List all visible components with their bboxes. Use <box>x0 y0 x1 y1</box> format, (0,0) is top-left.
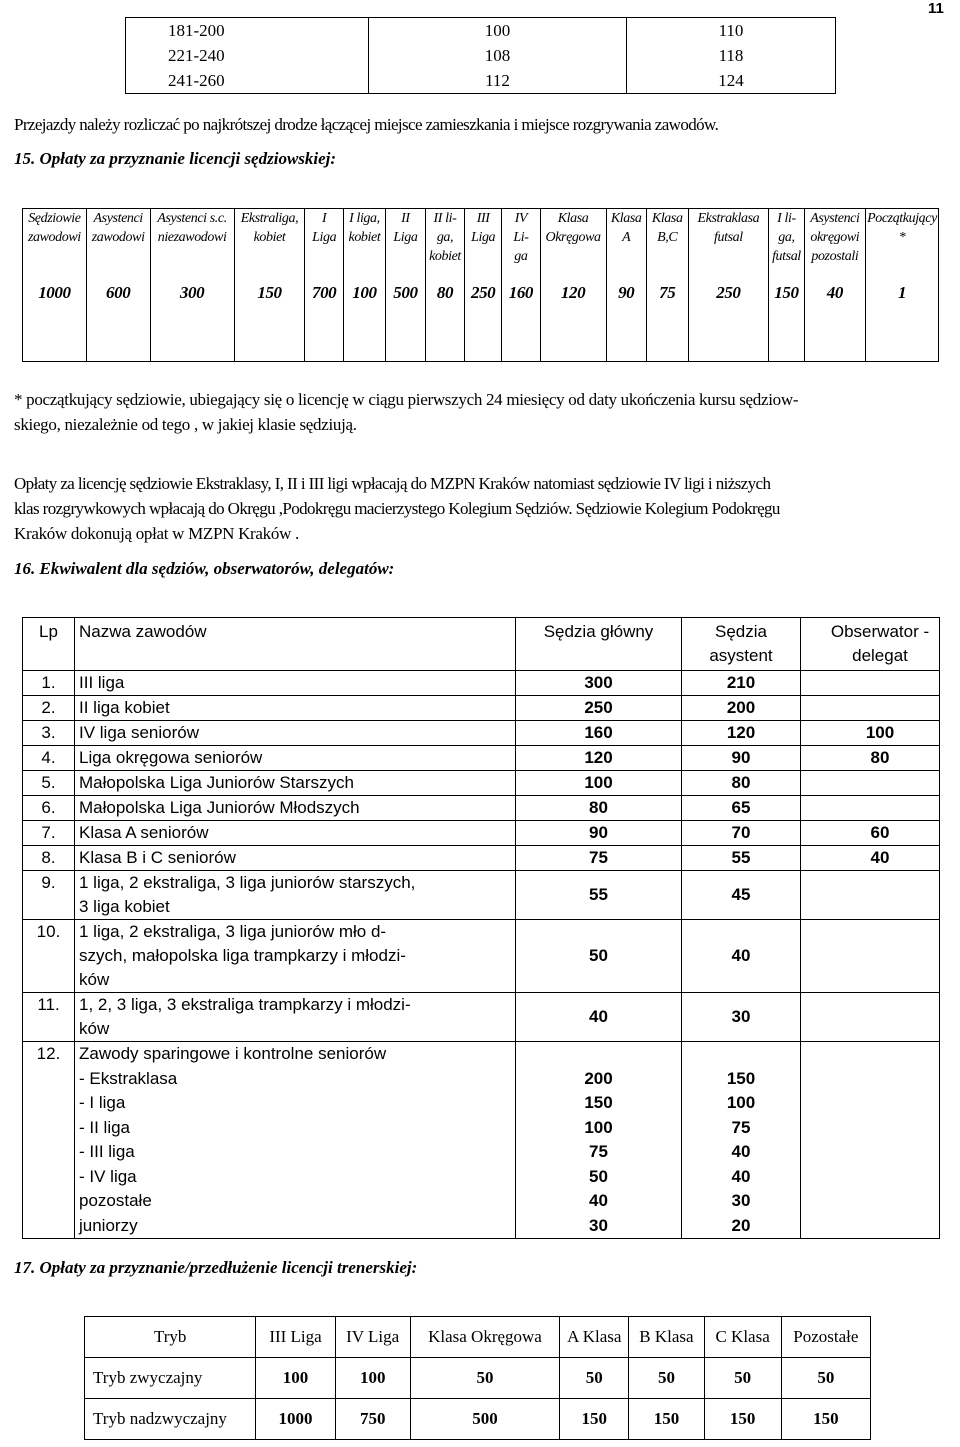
row-assistant-value: 90 <box>682 746 801 771</box>
trainer-fee-value: 50 <box>560 1358 629 1399</box>
license-header-line: Ekstraliga, <box>240 211 299 226</box>
row-name: IV liga seniorów <box>75 721 516 746</box>
trainer-mode-label: Tryb zwyczajny <box>85 1358 256 1399</box>
row-name: III liga <box>75 671 516 696</box>
trainer-header-cell: III Liga <box>256 1317 335 1358</box>
table-row <box>23 846 940 871</box>
row-assistant-value: 210 <box>682 671 801 696</box>
row-main-value: 50 <box>516 920 682 993</box>
trainer-fee-value: 1000 <box>256 1399 335 1440</box>
row-assistant-line: 150 <box>726 1068 756 1088</box>
row-lp: 3. <box>23 721 75 746</box>
license-header-line: Liga <box>393 230 418 245</box>
row-lp: 7. <box>23 821 75 846</box>
license-header-line: zawodowi <box>27 230 81 245</box>
rate-value: 100 <box>369 18 627 44</box>
distance-range: 181-200 <box>126 18 369 44</box>
header-lp: Lp <box>23 618 75 671</box>
license-header-line: Klasa <box>651 211 683 226</box>
trainer-fee-value: 150 <box>560 1399 629 1440</box>
license-header-line: * <box>898 230 906 245</box>
row-main-value: 55 <box>516 871 682 920</box>
row-main-value: 40 <box>516 993 682 1042</box>
trainer-fee-value: 50 <box>781 1358 870 1399</box>
payment-info-line-1: Opłaty za licencję sędziowie Ekstraklasy, I, II i III ligi wpłacają do MZPN Kraków natomiast sędziowie IV ligi i niższych <box>14 474 771 493</box>
header-assistant-line1: Sędzia <box>715 622 767 641</box>
row-main-value: 120 <box>516 746 682 771</box>
rate-value: 110 <box>718 21 744 40</box>
license-header-line: Klasa <box>557 211 589 226</box>
license-fee-value: 150 <box>234 275 305 362</box>
license-fee-value: 75 <box>646 275 688 362</box>
trainer-header-cell: A Klasa <box>560 1317 629 1358</box>
row-name-line: - Ekstraklasa <box>79 1068 178 1088</box>
license-header-line: Asystenci <box>810 211 860 226</box>
row-main-value: 75 <box>516 846 682 871</box>
footnote-line-2: skiego, niezależnie od tego , w jakiej klasie sędziują. <box>14 415 357 434</box>
row-name-line: juniorzy <box>79 1215 138 1235</box>
license-header-line: Początkujący <box>867 211 937 226</box>
license-fee-value: 90 <box>606 275 646 362</box>
row-assistant-line: 40 <box>731 1142 751 1161</box>
license-header-line: I liga, <box>349 211 380 226</box>
license-fee-value: 160 <box>502 275 540 362</box>
license-header-line: I li- <box>777 211 796 226</box>
row-observer-value <box>801 1042 940 1239</box>
rate-value: 118 <box>718 46 744 65</box>
table-row <box>126 18 836 44</box>
row-main-line: 150 <box>584 1093 613 1112</box>
row-observer-value <box>801 871 940 920</box>
row-main-value: 250 <box>516 696 682 721</box>
license-header-cell <box>540 209 606 276</box>
trainer-fee-value: 50 <box>629 1358 704 1399</box>
row-name <box>75 993 516 1042</box>
license-header-cell <box>150 209 234 276</box>
license-header-cell <box>769 209 804 276</box>
trainer-fee-value: 150 <box>704 1399 781 1440</box>
row-assistant-value: 70 <box>682 821 801 846</box>
table-header-row <box>85 1317 871 1358</box>
table-row <box>85 1358 871 1399</box>
row-assistant-value: 55 <box>682 846 801 871</box>
header-observer-line2: delegat <box>852 646 908 665</box>
license-header-line: Klasa <box>610 211 642 226</box>
row-observer-value <box>801 671 940 696</box>
trainer-header-cell: IV Liga <box>335 1317 410 1358</box>
trainer-header-cell: Klasa Okręgowa <box>410 1317 559 1358</box>
license-header-line: kobiet <box>348 230 381 245</box>
license-header-line: okręgowi <box>810 230 860 245</box>
row-name-line: - I liga <box>79 1093 126 1112</box>
license-header-cell <box>234 209 305 276</box>
travel-note: Przejazdy należy rozliczać po najkrótszej drodze łączącej miejsce zamieszkania i miejsce rozgrywania zawodów. <box>14 115 719 134</box>
license-fee-table <box>22 208 939 362</box>
license-header-line: IV <box>514 211 528 226</box>
row-observer-value: 80 <box>801 746 940 771</box>
table-row <box>126 68 836 94</box>
license-fee-value: 100 <box>343 275 385 362</box>
row-assistant-value: 120 <box>682 721 801 746</box>
row-observer-value <box>801 796 940 821</box>
license-header-line: Ekstraklasa <box>697 211 760 226</box>
trainer-header-cell: C Klasa <box>704 1317 781 1358</box>
license-header-line: Li- <box>513 230 529 245</box>
row-name: Małopolska Liga Juniorów Młodszych <box>75 796 516 821</box>
row-observer-value <box>801 771 940 796</box>
header-assistant <box>682 618 801 671</box>
row-name: Klasa A seniorów <box>75 821 516 846</box>
trainer-fee-value: 150 <box>629 1399 704 1440</box>
row-name-line: 1 liga, 2 ekstraliga, 3 liga juniorów starszych, <box>79 873 416 892</box>
trainer-fee-value: 100 <box>335 1358 410 1399</box>
table-row <box>23 721 940 746</box>
table-row <box>85 1399 871 1440</box>
trainer-fee-value: 100 <box>256 1358 335 1399</box>
table-header-row <box>23 618 940 671</box>
license-header-line: ga <box>514 249 528 264</box>
license-header-line: Sędziowie <box>28 211 81 226</box>
row-lp: 1. <box>23 671 75 696</box>
table-row <box>23 993 940 1042</box>
header-main-referee: Sędzia główny <box>516 618 682 671</box>
license-header-line: futsal <box>714 230 743 245</box>
license-fee-value: 80 <box>425 275 464 362</box>
license-fee-value: 250 <box>465 275 502 362</box>
license-fee-value: 150 <box>769 275 804 362</box>
row-main-value: 100 <box>516 771 682 796</box>
license-header-line: II <box>401 211 410 226</box>
distance-range: 221-240 <box>126 43 369 68</box>
section-15-title: 15. Opłaty za przyznanie licencji sędziowskiej: <box>14 149 337 168</box>
license-header-line: ga, <box>436 230 454 245</box>
table-row <box>23 920 940 993</box>
trainer-license-table <box>84 1316 871 1440</box>
license-fee-value: 250 <box>688 275 769 362</box>
license-fee-value: 1 <box>866 275 939 362</box>
license-fee-value: 1000 <box>23 275 87 362</box>
trainer-fee-value: 150 <box>781 1399 870 1440</box>
license-header-cell <box>688 209 769 276</box>
row-observer-value: 40 <box>801 846 940 871</box>
row-observer-value <box>801 993 940 1042</box>
distance-range: 241-260 <box>126 68 369 94</box>
row-lp: 6. <box>23 796 75 821</box>
row-assistant-line: 40 <box>731 1166 751 1186</box>
row-main-value: 90 <box>516 821 682 846</box>
row-assistant-line: 20 <box>731 1215 751 1235</box>
row-name: Małopolska Liga Juniorów Starszych <box>75 771 516 796</box>
license-fee-value: 120 <box>540 275 606 362</box>
referee-equivalent-table <box>22 617 940 1239</box>
row-assistant-line: 100 <box>726 1093 756 1112</box>
license-fee-value: 700 <box>305 275 343 362</box>
license-header-cell <box>385 209 425 276</box>
row-assistant-value: 40 <box>682 920 801 993</box>
license-header-line: I <box>322 211 327 226</box>
row-assistant-value: 80 <box>682 771 801 796</box>
license-header-line: A <box>622 230 631 245</box>
license-header-line: futsal <box>772 249 801 264</box>
license-header-line: pozostali <box>811 249 859 264</box>
license-fee-value: 600 <box>86 275 150 362</box>
license-fee-value: 40 <box>804 275 865 362</box>
row-assistant-value: 45 <box>682 871 801 920</box>
row-lp: 5. <box>23 771 75 796</box>
row-name-line: - III liga <box>79 1142 135 1161</box>
license-header-line: III <box>476 211 490 226</box>
row-name <box>75 1042 516 1239</box>
license-header-line: kobiet <box>253 230 286 245</box>
header-name: Nazwa zawodów <box>75 618 516 671</box>
table-row <box>23 696 940 721</box>
section-16-title: 16. Ekwiwalent dla sędziów, obserwatorów, delegatów: <box>14 559 395 578</box>
section-17-title: 17. Opłaty za przyznanie/przedłużenie licencji trenerskiej: <box>14 1258 418 1277</box>
row-lp: 8. <box>23 846 75 871</box>
table-row <box>23 1042 940 1239</box>
license-header-line: Asystenci s.c. <box>157 211 227 226</box>
table-row <box>23 871 940 920</box>
row-main-line: 30 <box>589 1215 608 1235</box>
rate-value: 124 <box>718 71 744 90</box>
license-header-cell <box>465 209 502 276</box>
trainer-fee-value: 500 <box>410 1399 559 1440</box>
row-assistant-value: 30 <box>682 993 801 1042</box>
footnote-line-1: * początkujący sędziowie, ubiegający się o licencję w ciągu pierwszych 24 miesięcy od daty ukończenia kursu sędziow- <box>14 390 799 409</box>
row-name: Liga okręgowa seniorów <box>75 746 516 771</box>
table-row <box>23 796 940 821</box>
row-name <box>75 871 516 920</box>
row-name-line: Zawody sparingowe i kontrolne seniorów <box>79 1044 387 1063</box>
row-main-value <box>516 1042 682 1239</box>
row-main-value: 160 <box>516 721 682 746</box>
row-name-line: ków <box>79 1019 110 1038</box>
license-header-cell <box>305 209 343 276</box>
row-observer-value: 60 <box>801 821 940 846</box>
license-header-line: II li- <box>433 211 457 226</box>
license-header-line: zawodowi <box>91 230 145 245</box>
trainer-header-cell: Pozostałe <box>781 1317 870 1358</box>
row-lp: 12. <box>23 1042 75 1239</box>
license-header-line: Liga <box>312 230 337 245</box>
table-header-row <box>23 209 939 276</box>
trainer-header-cell: B Klasa <box>629 1317 704 1358</box>
row-main-value: 80 <box>516 796 682 821</box>
license-header-cell <box>804 209 865 276</box>
license-fee-value: 300 <box>150 275 234 362</box>
table-row <box>23 771 940 796</box>
license-header-line: niezawodowi <box>157 230 227 245</box>
distance-table <box>125 17 836 94</box>
license-header-cell <box>23 209 87 276</box>
trainer-fee-value: 50 <box>704 1358 781 1399</box>
license-fee-value: 500 <box>385 275 425 362</box>
license-header-line: B,C <box>657 230 678 245</box>
table-row <box>126 43 836 68</box>
trainer-fee-value: 750 <box>335 1399 410 1440</box>
row-lp: 2. <box>23 696 75 721</box>
row-name-line: 1, 2, 3 liga, 3 ekstraliga trampkarzy i młodzi- <box>79 995 411 1014</box>
license-header-line: ga, <box>778 230 795 245</box>
header-observer-line1: Obserwator - <box>830 622 930 641</box>
trainer-header-cell: Tryb <box>85 1317 256 1358</box>
row-assistant-value: 200 <box>682 696 801 721</box>
header-observer <box>801 618 940 671</box>
row-lp: 4. <box>23 746 75 771</box>
row-main-line: 200 <box>584 1068 613 1088</box>
row-name-line: szych, małopolska liga trampkarzy i młodzi- <box>79 946 406 965</box>
row-observer-value <box>801 696 940 721</box>
license-header-cell <box>606 209 646 276</box>
header-assistant-line2: asystent <box>709 646 773 665</box>
row-lp: 9. <box>23 871 75 920</box>
trainer-fee-value: 50 <box>410 1358 559 1399</box>
payment-info-line-3: Kraków dokonują opłat w MZPN Kraków . <box>14 524 299 543</box>
row-name-line: - II liga <box>79 1117 131 1137</box>
row-lp: 11. <box>23 993 75 1042</box>
rate-value: 108 <box>369 43 627 68</box>
license-header-cell <box>502 209 540 276</box>
license-header-line: kobiet <box>429 249 461 264</box>
row-name-line: 1 liga, 2 ekstraliga, 3 liga juniorów mło d- <box>79 922 387 941</box>
row-name <box>75 920 516 993</box>
row-assistant-value <box>682 1042 801 1239</box>
table-row <box>23 746 940 771</box>
row-name-line: - IV liga <box>79 1166 137 1186</box>
license-header-cell <box>425 209 464 276</box>
row-observer-value <box>801 920 940 993</box>
row-main-line: 100 <box>584 1117 613 1137</box>
row-main-line: 50 <box>589 1166 608 1186</box>
rate-value: 112 <box>369 68 627 94</box>
license-header-line: Liga <box>471 230 496 245</box>
row-name-line: 3 liga kobiet <box>79 897 170 916</box>
row-main-line: 75 <box>589 1142 608 1161</box>
row-name-line: pozostałe <box>79 1191 152 1210</box>
license-header-cell <box>343 209 385 276</box>
row-name: Klasa B i C seniorów <box>75 846 516 871</box>
license-header-cell <box>646 209 688 276</box>
license-header-line: Asystenci <box>93 211 143 226</box>
row-observer-value: 100 <box>801 721 940 746</box>
row-name-line: ków <box>79 970 110 989</box>
row-main-line: 40 <box>589 1191 608 1210</box>
row-name: II liga kobiet <box>75 696 516 721</box>
row-main-value: 300 <box>516 671 682 696</box>
payment-info-line-2: klas rozgrywkowych wpłacają do Okręgu ,Podokręgu macierzystego Kolegium Sędziów. Sędziowie Kolegium Podokręgu <box>14 499 780 518</box>
row-assistant-line: 75 <box>731 1117 751 1137</box>
page-number: 11 <box>928 0 944 17</box>
table-row <box>23 671 940 696</box>
row-assistant-line: 30 <box>731 1191 751 1210</box>
license-header-line: Okręgowa <box>545 230 601 245</box>
trainer-mode-label: Tryb nadzwyczajny <box>85 1399 256 1440</box>
row-lp: 10. <box>23 920 75 993</box>
table-row <box>23 275 939 362</box>
row-assistant-value: 65 <box>682 796 801 821</box>
license-header-cell <box>86 209 150 276</box>
license-header-cell <box>866 209 939 276</box>
table-row <box>23 821 940 846</box>
